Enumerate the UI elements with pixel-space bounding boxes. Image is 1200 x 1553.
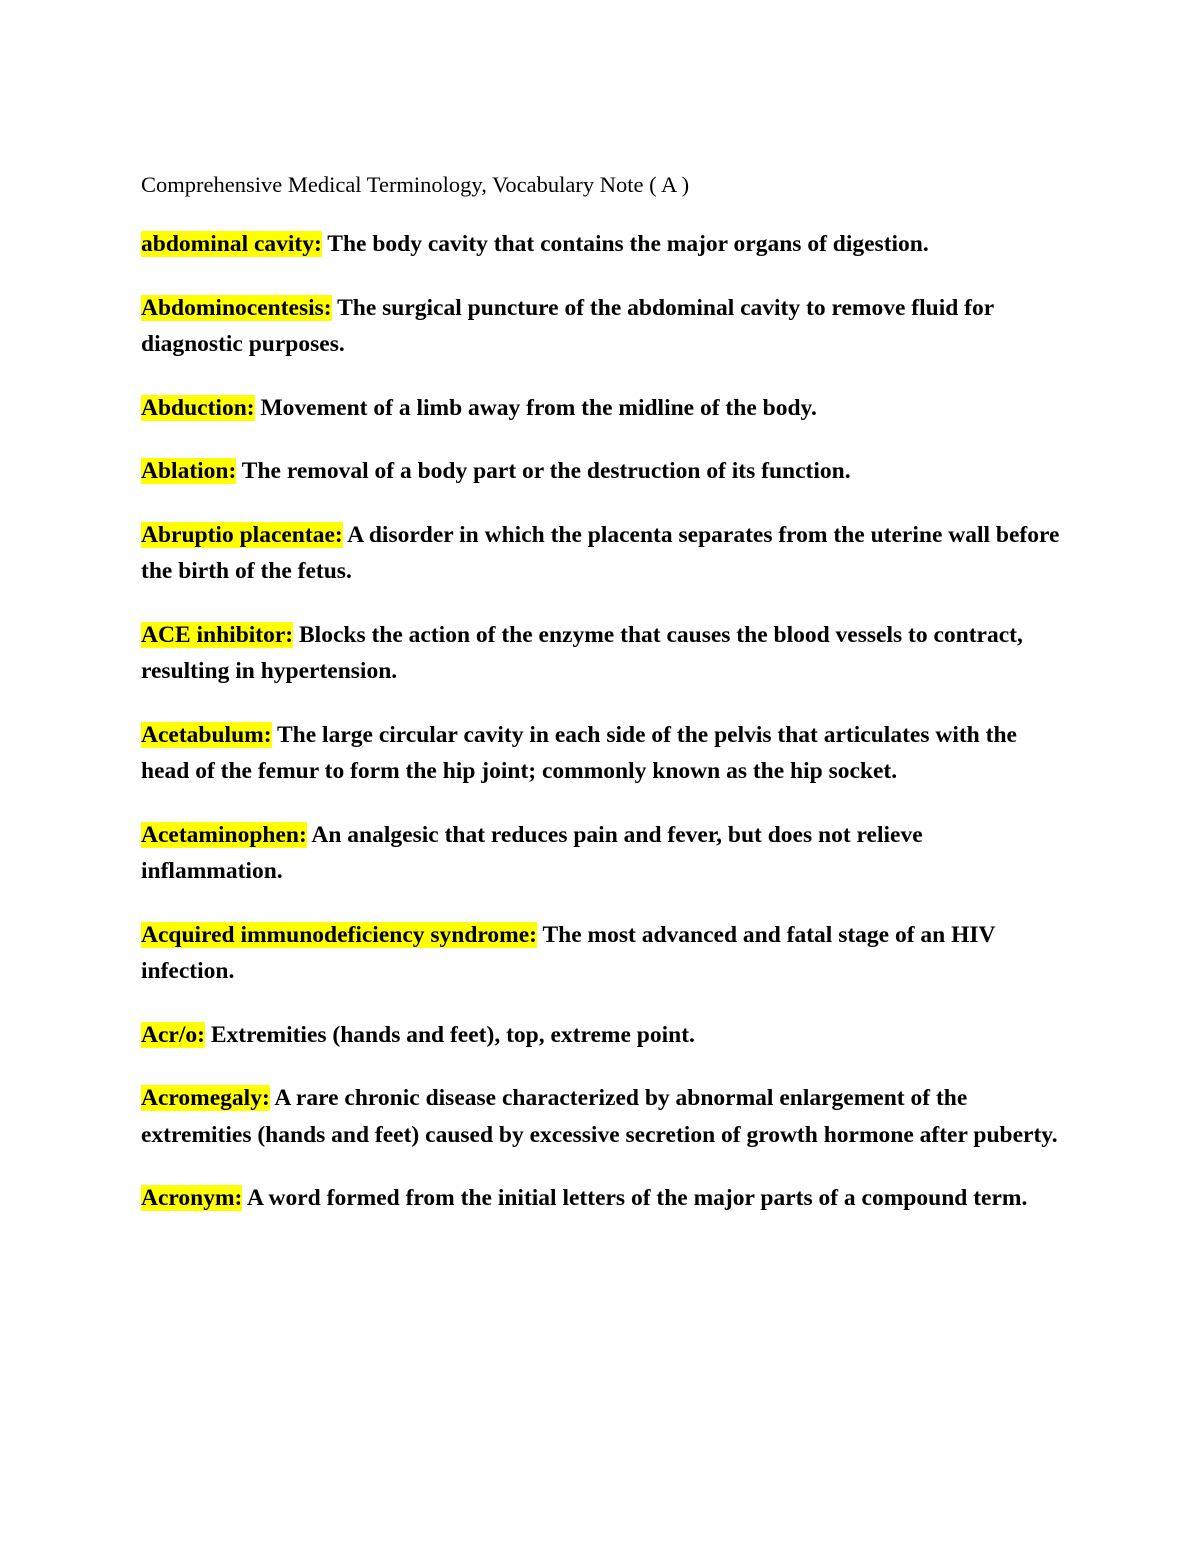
entry-term: Abruptio placentae: [141,521,343,548]
vocabulary-entry-abruptio-placentae [141,517,1066,590]
entry-definition: A word formed from the initial letters of the major parts of a compound term. [246,1185,1028,1211]
vocabulary-entry-ace-inhibitor [141,617,1066,690]
entry-term: Acromegaly: [141,1085,270,1111]
entry-term: Acquired immunodeficiency syndrome: [141,921,538,948]
entry-term: Acronym: [141,1185,243,1211]
entry-definition: The surgical puncture of the abdominal cavity to remove fluid for diagnostic purposes. [141,294,994,357]
entry-term: Acr/o: [141,1021,205,1048]
entry-definition: The removal of a body part or the destruction of its function. [241,458,851,484]
entry-term: Acetaminophen: [141,821,307,848]
vocabulary-list [141,226,1066,1244]
entry-definition: Blocks the action of the enzyme that causes the blood vessels to contract, resulting in hypertension. [141,621,1023,684]
entry-term: ACE inhibitor: [141,621,294,648]
entry-term: Ablation: [141,458,237,484]
entry-term: abdominal cavity: [141,231,322,257]
vocabulary-entry-abdominal-cavity [141,226,1066,263]
vocabulary-entry-acronym [141,1180,1066,1217]
vocabulary-entry-abdominocentesis [141,290,1066,363]
entry-term: Acetabulum: [141,721,272,748]
vocabulary-entry-acetabulum [141,717,1066,790]
entry-term: Abdominocentesis: [141,294,332,321]
entry-term: Abduction: [141,394,255,421]
vocabulary-entry-acetaminophen [141,817,1066,890]
vocabulary-entry-abduction [141,390,1066,427]
document-title: Comprehensive Medical Terminology, Vocabulary Note ( A ) [141,172,690,197]
entry-definition: Movement of a limb away from the midline of the body. [260,394,817,421]
vocabulary-entry-acr-o [141,1017,1066,1054]
entry-definition: A rare chronic disease characterized by abnormal enlargement of the extremities (hands and feet) caused by excessive secretion of growth hormone after puberty. [141,1085,1058,1148]
entry-definition: The large circular cavity in each side of the pelvis that articulates with the head of the femur to form the hip joint; commonly known as the hip socket. [141,721,1017,784]
entry-definition: Extremities (hands and feet), top, extreme point. [210,1021,695,1048]
vocabulary-entry-acromegaly [141,1080,1066,1153]
entry-definition: An analgesic that reduces pain and fever, but does not relieve inflammation. [141,821,923,884]
vocabulary-entry-acquired-immunodeficiency-syndrome [141,917,1066,990]
entry-definition: The body cavity that contains the major organs of digestion. [327,231,929,257]
entry-definition: The most advanced and fatal stage of an HIV infection. [141,921,996,984]
vocabulary-entry-ablation [141,453,1066,490]
entry-definition: A disorder in which the placenta separates from the uterine wall before the birth of the fetus. [141,521,1060,584]
